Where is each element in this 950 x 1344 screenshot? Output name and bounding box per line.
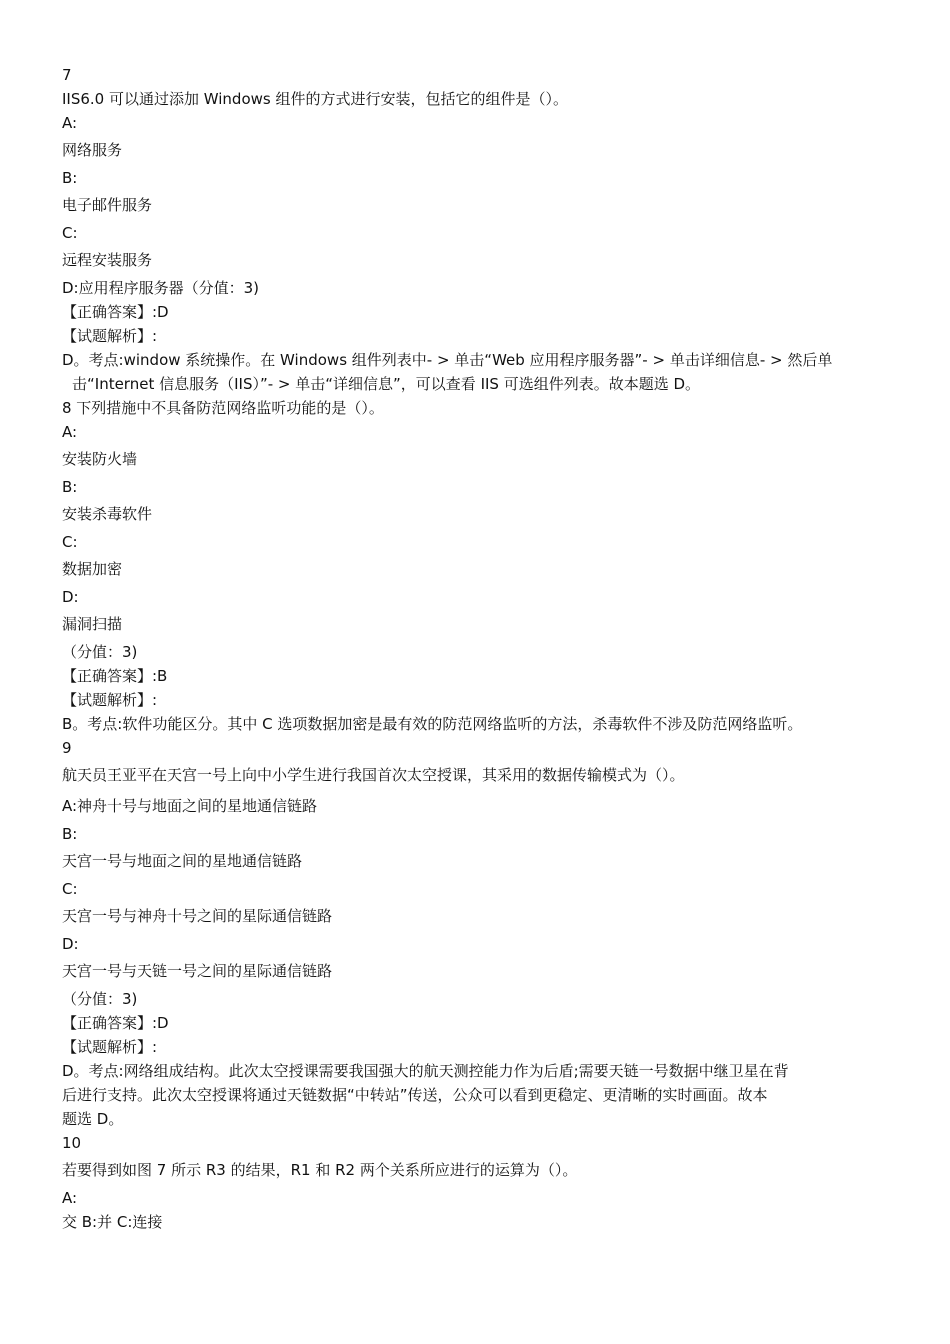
- option-c-label: C:: [62, 224, 78, 242]
- analysis-text-line-1: D。考点:网络组成结构。此次太空授课需要我国强大的航天测控能力作为后盾;需要天链一号数据中继卫星在背: [62, 1062, 789, 1080]
- option-a-label: A:: [62, 423, 78, 441]
- analysis-title: 【试题解析】:: [62, 691, 158, 709]
- option-c-label: C:: [62, 533, 78, 551]
- option-c-text: 远程安装服务: [62, 251, 153, 269]
- option-b-text: 电子邮件服务: [62, 196, 153, 214]
- question-stem: IIS6.0 可以通过添加 Windows 组件的方式进行安装，包括它的组件是（）。: [62, 90, 568, 108]
- question-stem: 航天员王亚平在天宫一号上向中小学生进行我国首次太空授课，其采用的数据传输模式为（）。: [62, 766, 685, 784]
- question-7: [62, 63, 892, 396]
- option-b-label: B:: [62, 478, 78, 496]
- option-b-text: 天宫一号与地面之间的星地通信链路: [62, 852, 303, 870]
- option-a-label: A:: [62, 1189, 78, 1207]
- analysis-title: 【试题解析】:: [62, 327, 158, 345]
- analysis-text-line-2: 后进行支持。此次太空授课将通过天链数据“中转站”传送，公众可以看到更稳定、更清晰的实时画面。故本: [62, 1086, 768, 1104]
- option-a-line: A:神舟十号与地面之间的星地通信链路: [62, 797, 318, 815]
- option-a-text: 网络服务: [62, 141, 123, 159]
- option-d-label: D:: [62, 588, 79, 606]
- analysis-text-line-1: B。考点:软件功能区分。其中 C 选项数据加密是最有效的防范网络监听的方法，杀毒软件不涉及防范网络监听。: [62, 715, 803, 733]
- option-b-text: 安装杀毒软件: [62, 505, 153, 523]
- option-d-text: 天宫一号与天链一号之间的星际通信链路: [62, 962, 333, 980]
- question-number: 7: [62, 66, 72, 84]
- option-c-text: 数据加密: [62, 560, 123, 578]
- option-c-text: 天宫一号与神舟十号之间的星际通信链路: [62, 907, 333, 925]
- options-line: 交 B:并 C:连接: [62, 1213, 163, 1231]
- analysis-text-line-3: 题选 D。: [62, 1110, 124, 1128]
- option-b-label: B:: [62, 169, 78, 187]
- analysis-text-line-2: 击“Internet 信息服务（IIS）”- > 单击“详细信息”，可以查看 IIS 可选组件列表。故本题选 D。: [72, 375, 701, 393]
- option-b-label: B:: [62, 825, 78, 843]
- exam-document: [62, 63, 892, 1234]
- question-10: [62, 1131, 892, 1234]
- question-number: 9: [62, 739, 72, 757]
- correct-answer: 【正确答案】:D: [62, 1014, 169, 1032]
- option-d-text: 漏洞扫描: [62, 615, 123, 633]
- question-stem: 若要得到如图 7 所示 R3 的结果，R1 和 R2 两个关系所应进行的运算为（）。: [62, 1161, 578, 1179]
- option-d-label: D:: [62, 935, 79, 953]
- option-a-text: 安装防火墙: [62, 450, 138, 468]
- option-d-line: D:应用程序服务器（分值：3): [62, 279, 260, 297]
- option-a-label: A:: [62, 114, 78, 132]
- score: （分值：3): [62, 643, 138, 661]
- analysis-text-line-1: D。考点:window 系统操作。在 Windows 组件列表中- > 单击“Web 应用程序服务器”- > 单击详细信息- > 然后单: [62, 351, 833, 369]
- correct-answer: 【正确答案】:D: [62, 303, 169, 321]
- question-stem: 8 下列措施中不具备防范网络监听功能的是（）。: [62, 399, 384, 417]
- score: （分值：3): [62, 990, 138, 1008]
- question-number: 10: [62, 1134, 82, 1152]
- question-9: [62, 736, 892, 1131]
- option-c-label: C:: [62, 880, 78, 898]
- question-8: [62, 396, 892, 736]
- analysis-title: 【试题解析】:: [62, 1038, 158, 1056]
- correct-answer: 【正确答案】:B: [62, 667, 168, 685]
